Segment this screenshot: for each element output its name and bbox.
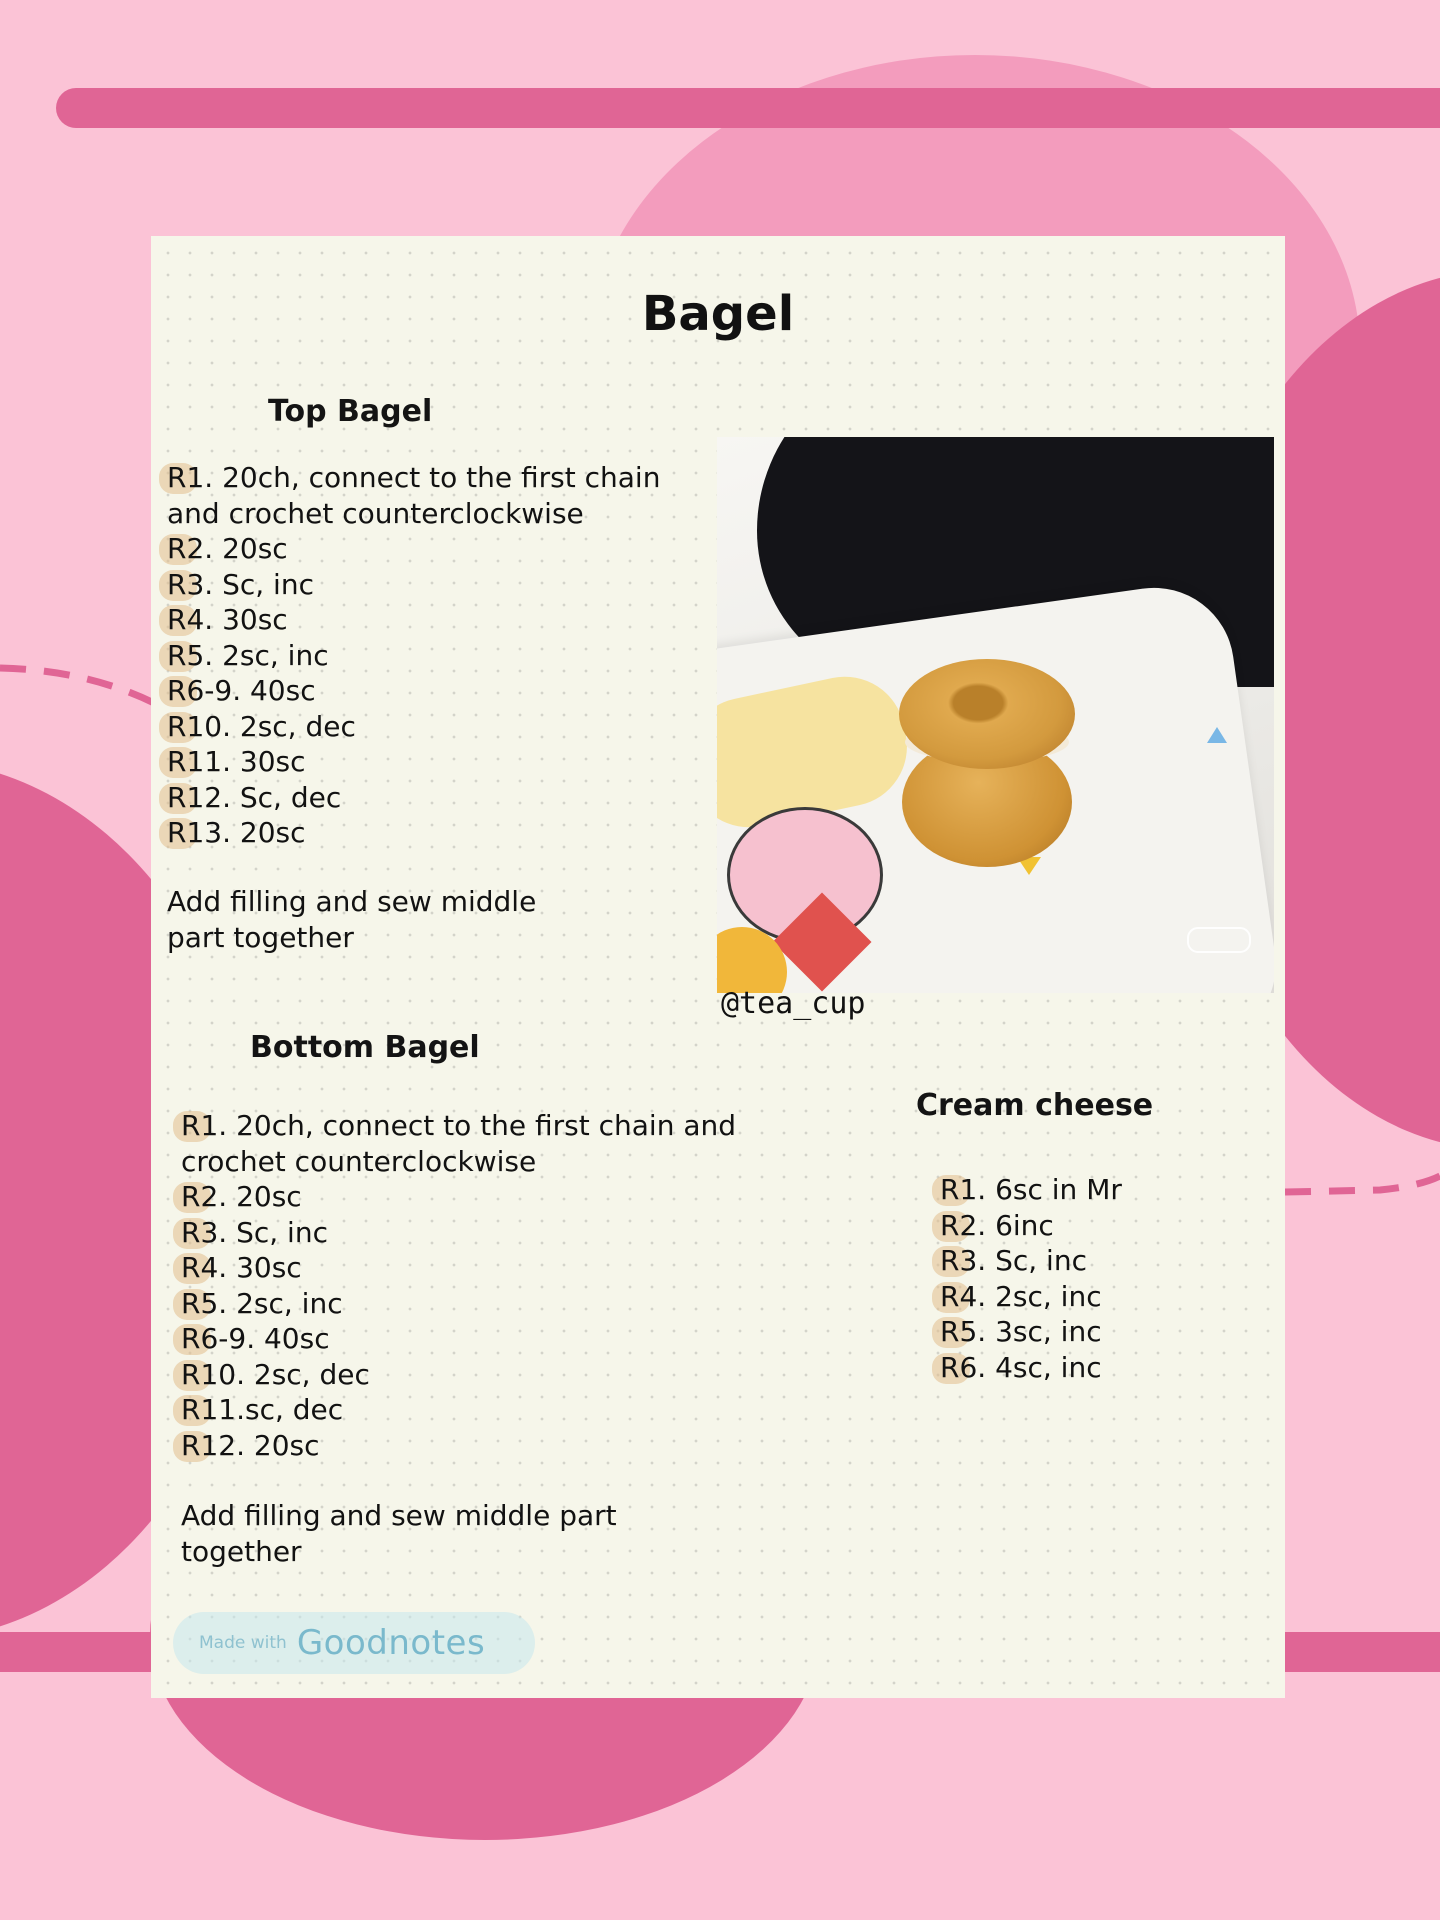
row-text: 40sc bbox=[255, 1322, 330, 1355]
row-number: R1. bbox=[181, 1109, 228, 1142]
list-item bbox=[181, 1357, 771, 1393]
row-number: R6-9. bbox=[181, 1322, 256, 1355]
row-text: 6inc bbox=[986, 1208, 1054, 1242]
row-text: 20sc bbox=[230, 816, 306, 849]
row-text: Sc, inc bbox=[986, 1244, 1087, 1277]
row-text: 20ch, connect to the first chain and crochet counterclockwise bbox=[167, 461, 661, 530]
row-number: R2. bbox=[167, 532, 214, 565]
row-number: R6. bbox=[940, 1350, 987, 1384]
row-text: 30sc bbox=[230, 745, 306, 778]
badge-brand: Goodnotes bbox=[296, 1623, 486, 1663]
list-item bbox=[940, 1350, 1240, 1386]
list-item bbox=[940, 1314, 1240, 1350]
row-number: R10. bbox=[181, 1357, 245, 1391]
row-number: R4. bbox=[167, 603, 214, 636]
cream-cheese-heading: Cream cheese bbox=[916, 1088, 1154, 1123]
row-text: 20sc bbox=[227, 1180, 302, 1213]
list-item bbox=[167, 531, 687, 567]
row-number: R11. bbox=[167, 745, 231, 778]
list-item bbox=[167, 460, 687, 531]
row-number: R13. bbox=[167, 816, 231, 849]
list-item bbox=[181, 1392, 771, 1428]
photo-credit: @tea_cup bbox=[721, 986, 866, 1021]
list-item bbox=[167, 744, 687, 780]
row-text: 4sc, inc bbox=[986, 1350, 1102, 1384]
row-text: 2sc, dec bbox=[230, 709, 356, 743]
list-item bbox=[167, 815, 687, 851]
list-item bbox=[181, 1215, 771, 1251]
photo-print-shape bbox=[1207, 727, 1227, 743]
row-text: 20ch, connect to the first chain and crochet counterclockwise bbox=[181, 1109, 737, 1178]
row-text: 30sc bbox=[227, 1251, 302, 1284]
recipe-page bbox=[151, 236, 1285, 1698]
row-number: R3. bbox=[167, 567, 214, 601]
list-item bbox=[181, 1108, 771, 1179]
row-text: 40sc bbox=[241, 674, 316, 707]
list-item bbox=[181, 1428, 771, 1464]
list-item bbox=[167, 638, 687, 674]
row-number: R12. bbox=[167, 780, 231, 814]
photo-watermark bbox=[1187, 927, 1251, 953]
row-text: 2sc, inc bbox=[986, 1279, 1102, 1313]
list-item bbox=[167, 602, 687, 638]
row-text: 2sc, inc bbox=[227, 1286, 343, 1320]
row-text: sc, dec bbox=[244, 1393, 344, 1426]
list-item bbox=[181, 1179, 771, 1215]
row-number: R3. bbox=[181, 1215, 228, 1249]
bagel-photo bbox=[717, 437, 1274, 993]
row-text: 20sc bbox=[213, 532, 288, 565]
top-bagel-heading: Top Bagel bbox=[268, 394, 433, 429]
row-number: R10. bbox=[167, 709, 231, 743]
bottom-bagel-heading: Bottom Bagel bbox=[250, 1030, 480, 1065]
row-number: R5. bbox=[167, 638, 214, 672]
row-text: 3sc, inc bbox=[986, 1315, 1102, 1348]
list-item bbox=[940, 1279, 1240, 1315]
top-bagel-note: Add filling and sew middle part together bbox=[167, 885, 537, 954]
row-text: 20sc bbox=[244, 1428, 320, 1462]
list-item bbox=[167, 780, 687, 816]
row-number: R6-9. bbox=[167, 674, 242, 707]
row-text: Sc, inc bbox=[227, 1215, 328, 1249]
row-number: R11. bbox=[181, 1393, 245, 1426]
row-number: R4. bbox=[181, 1251, 228, 1284]
row-text: 6sc in Mr bbox=[986, 1173, 1122, 1206]
list-item bbox=[940, 1208, 1240, 1244]
row-number: R1. bbox=[167, 461, 214, 494]
top-bagel-rows bbox=[167, 460, 687, 851]
row-text: 2sc, dec bbox=[244, 1357, 370, 1391]
page-title: Bagel bbox=[641, 286, 795, 342]
list-item bbox=[181, 1321, 771, 1357]
row-number: R5. bbox=[940, 1315, 987, 1348]
row-text: 30sc bbox=[213, 603, 288, 636]
goodnotes-badge bbox=[173, 1612, 535, 1674]
list-item bbox=[181, 1250, 771, 1286]
list-item bbox=[167, 709, 687, 745]
list-item bbox=[167, 673, 687, 709]
row-number: R12. bbox=[181, 1428, 245, 1462]
badge-prefix: Made with bbox=[199, 1633, 287, 1653]
list-item bbox=[940, 1172, 1240, 1208]
cream-cheese-rows bbox=[940, 1172, 1240, 1385]
photo-bagel-top bbox=[899, 659, 1075, 769]
bottom-bagel-note: Add filling and sew middle part together bbox=[181, 1499, 617, 1568]
bottom-bagel-rows bbox=[181, 1108, 771, 1463]
row-number: R3. bbox=[940, 1244, 987, 1277]
row-text: Sc, dec bbox=[230, 780, 342, 814]
bg-bar-top bbox=[56, 88, 1440, 128]
list-item bbox=[181, 1286, 771, 1322]
row-number: R5. bbox=[181, 1286, 228, 1320]
list-item bbox=[940, 1243, 1240, 1279]
row-text: Sc, inc bbox=[213, 567, 314, 601]
row-number: R1. bbox=[940, 1173, 987, 1206]
row-number: R4. bbox=[940, 1279, 987, 1313]
row-number: R2. bbox=[940, 1208, 987, 1242]
list-item bbox=[167, 567, 687, 603]
row-text: 2sc, inc bbox=[213, 638, 329, 672]
row-number: R2. bbox=[181, 1180, 228, 1213]
